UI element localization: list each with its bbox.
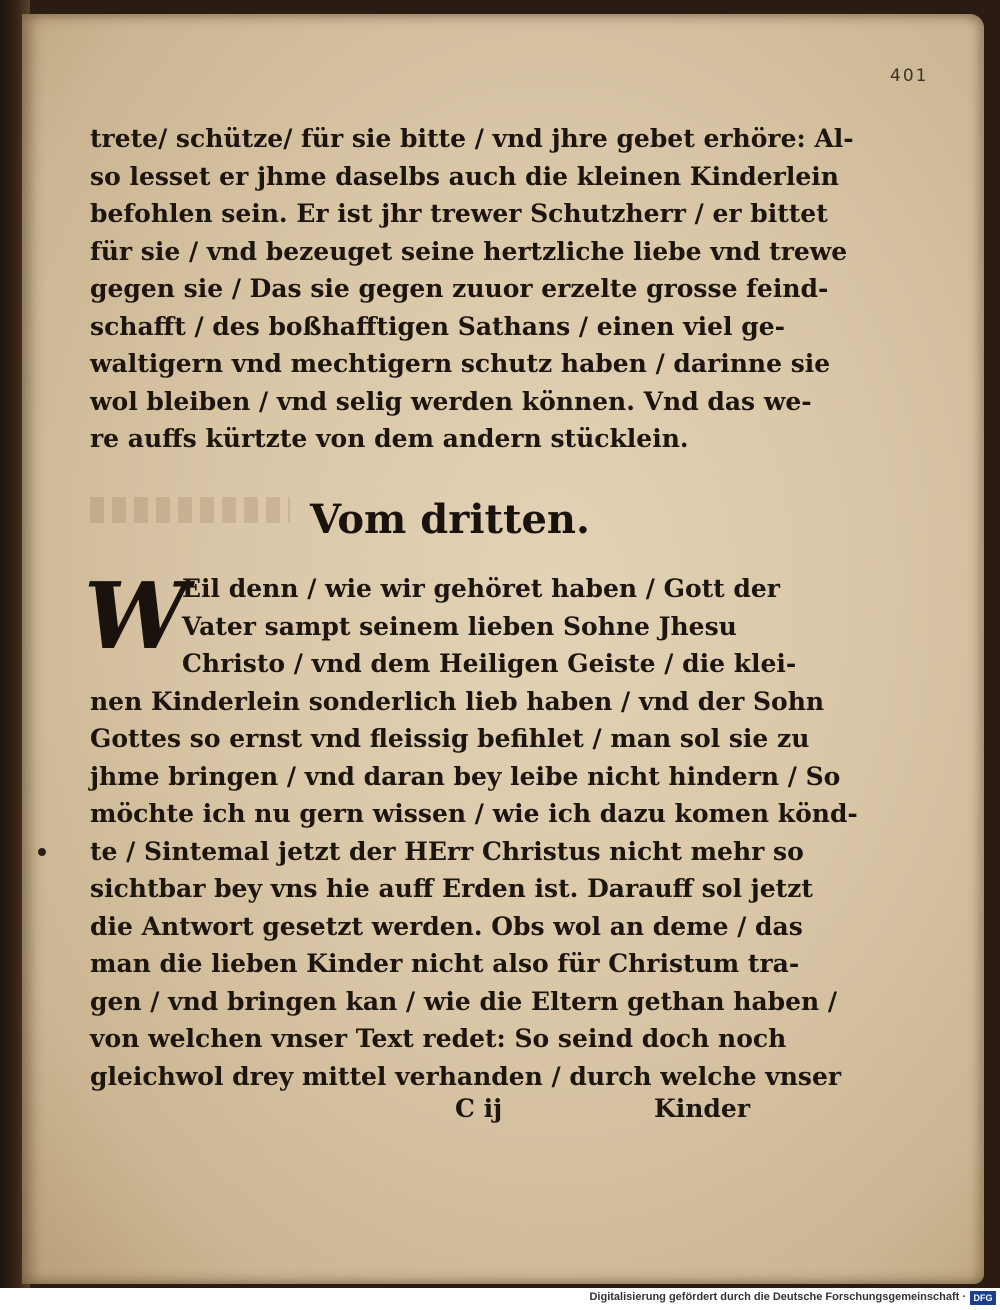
signature-line bbox=[90, 1094, 750, 1134]
text-line: waltigern vnd mechtigern schutz haben / darinne sie bbox=[90, 349, 831, 378]
signature-mark: C ij bbox=[455, 1094, 503, 1123]
section-heading: Vom dritten. bbox=[310, 496, 590, 543]
text-line: so lesset er jhme daselbs auch die kleinen Kinderlein bbox=[90, 161, 839, 191]
footer-bar bbox=[0, 1288, 1000, 1310]
text-line: sichtbar bey vns hie auff Erden ist. Darauff sol jetzt bbox=[90, 874, 813, 903]
text-line: Vater sampt seinem lieben Sohne Jhesu bbox=[182, 611, 737, 641]
text-line: möchte ich nu gern wissen / wie ich dazu komen könd- bbox=[90, 799, 858, 828]
text-line: befohlen sein. Er ist jhr trewer Schutzherr / er bittet bbox=[90, 199, 828, 228]
text-line: gegen sie / Das sie gegen zuuor erzelte grosse feind- bbox=[90, 274, 829, 303]
text-line: für sie / vnd bezeuget seine hertzliche liebe vnd trewe bbox=[90, 236, 848, 266]
text-line: man die lieben Kinder nicht also für Christum tra- bbox=[90, 949, 800, 978]
dfg-logo: DFG bbox=[970, 1291, 996, 1305]
text-block-2 bbox=[90, 570, 858, 1095]
text-line: Christo / vnd dem Heiligen Geiste / die klei- bbox=[182, 649, 797, 678]
text-line: schafft / des boßhafftigen Sathans / einen viel ge- bbox=[90, 311, 786, 341]
text-line: Eil denn / wie wir gehöret haben / Gott der bbox=[182, 574, 780, 603]
text-block-1 bbox=[90, 120, 854, 458]
text-line: nen Kinderlein sonderlich lieb haben / vnd der Sohn bbox=[90, 686, 825, 716]
funding-notice: Digitalisierung gefördert durch die Deutsche Forschungsgemeinschaft · bbox=[589, 1291, 966, 1303]
text-line: gen / vnd bringen kan / wie die Eltern gethan haben / bbox=[90, 986, 838, 1016]
text-line: re auffs kürtzte von dem andern stücklein. bbox=[90, 424, 689, 453]
show-through-text bbox=[90, 497, 290, 523]
text-line: jhme bringen / vnd daran bey leibe nicht hindern / So bbox=[90, 761, 841, 791]
text-line: von welchen vnser Text redet: So seind doch noch bbox=[90, 1024, 787, 1053]
text-line: wol bleiben / vnd selig werden können. Vnd das we- bbox=[90, 386, 812, 416]
ink-spot bbox=[38, 848, 46, 856]
text-line: die Antwort gesetzt werden. Obs wol an deme / das bbox=[90, 911, 803, 941]
text-line: gleichwol drey mittel verhanden / durch welche vnser bbox=[90, 1061, 842, 1091]
text-line: Gottes so ernst vnd fleissig befihlet / man sol sie zu bbox=[90, 724, 810, 753]
catchword: Kinder bbox=[654, 1094, 750, 1123]
decorated-initial: W bbox=[84, 562, 188, 670]
text-line: trete/ schütze/ für sie bitte / vnd jhre gebet erhöre: Al- bbox=[90, 124, 854, 153]
text-line: te / Sintemal jetzt der HErr Christus nicht mehr so bbox=[90, 836, 804, 866]
page-number: 401 bbox=[890, 66, 929, 86]
